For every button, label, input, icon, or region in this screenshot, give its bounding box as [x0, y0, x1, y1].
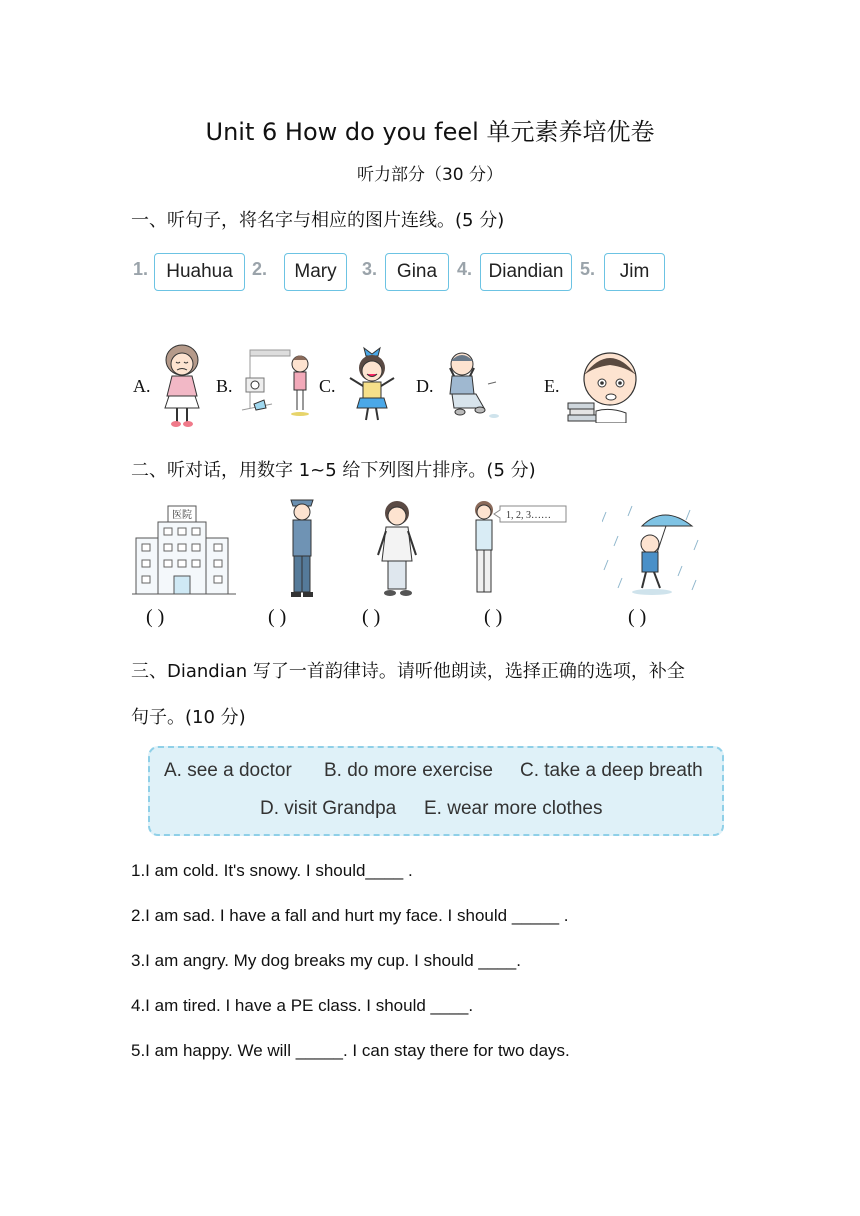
name-box-diandian: Diandian: [480, 253, 572, 291]
order-blank-2[interactable]: ( ): [268, 606, 287, 628]
walking-girl-illustration: [374, 497, 420, 599]
page-title: Unit 6 How do you feel 单元素养培优卷: [205, 118, 655, 146]
hospital-building-illustration: [132, 500, 236, 596]
name-number-5: 5.: [580, 259, 596, 279]
broken-cup-girl-illustration: [238, 348, 314, 418]
counting-girl-illustration: [464, 496, 574, 600]
picture-letter-b: B.: [216, 376, 233, 396]
section3-heading-line2: 句子。(10 分): [131, 707, 246, 728]
question-4: 4.I am tired. I have a PE class. I should ____.: [131, 996, 474, 1015]
picture-letter-e: E.: [544, 376, 560, 396]
order-blank-4[interactable]: ( ): [484, 606, 503, 628]
picture-letter-c: C.: [319, 376, 336, 396]
option-c: C. take a deep breath: [520, 760, 703, 781]
sad-boy-sitting-illustration: [440, 350, 500, 422]
worried-boy-books-illustration: [566, 345, 644, 423]
option-e: E. wear more clothes: [424, 798, 603, 819]
order-blank-1[interactable]: ( ): [146, 606, 165, 628]
section3-heading-line1: 三、Diandian 写了一首韵律诗。请听他朗读，选择正确的选项，补全: [131, 661, 685, 682]
question-2: 2.I am sad. I have a fall and hurt my face. I should _____ .: [131, 906, 569, 925]
picture-letter-d: D.: [416, 376, 434, 396]
crying-girl-illustration: [157, 340, 207, 428]
speech-bubble-text: 1, 2, 3……: [506, 510, 551, 521]
section2-heading: 二、听对话，用数字 1~5 给下列图片排序。(5 分): [131, 460, 536, 481]
name-number-2: 2.: [252, 259, 268, 279]
question-5: 5.I am happy. We will _____. I can stay there for two days.: [131, 1041, 570, 1060]
option-b: B. do more exercise: [324, 760, 493, 781]
name-box-huahua: Huahua: [154, 253, 245, 291]
name-box-mary: Mary: [284, 253, 347, 291]
question-3: 3.I am angry. My dog breaks my cup. I should ____.: [131, 951, 521, 970]
question-1: 1.I am cold. It's snowy. I should____ .: [131, 861, 413, 880]
section1-heading: 一、听句子，将名字与相应的图片连线。(5 分): [131, 210, 505, 231]
name-number-1: 1.: [133, 259, 149, 279]
page-subtitle: 听力部分（30 分）: [356, 165, 504, 185]
name-box-gina: Gina: [385, 253, 449, 291]
name-box-jim: Jim: [604, 253, 665, 291]
option-a: A. see a doctor: [164, 760, 292, 781]
name-number-4: 4.: [457, 259, 473, 279]
options-box: [148, 746, 724, 836]
policeman-illustration: [285, 496, 319, 600]
order-blank-5[interactable]: ( ): [628, 606, 647, 628]
option-d: D. visit Grandpa: [260, 798, 397, 819]
boy-in-rain-illustration: [602, 496, 706, 600]
order-blank-3[interactable]: ( ): [362, 606, 381, 628]
name-number-3: 3.: [362, 259, 378, 279]
picture-letter-a: A.: [133, 376, 151, 396]
hospital-sign-text: 医院: [172, 510, 192, 521]
happy-girl-illustration: [346, 344, 398, 424]
